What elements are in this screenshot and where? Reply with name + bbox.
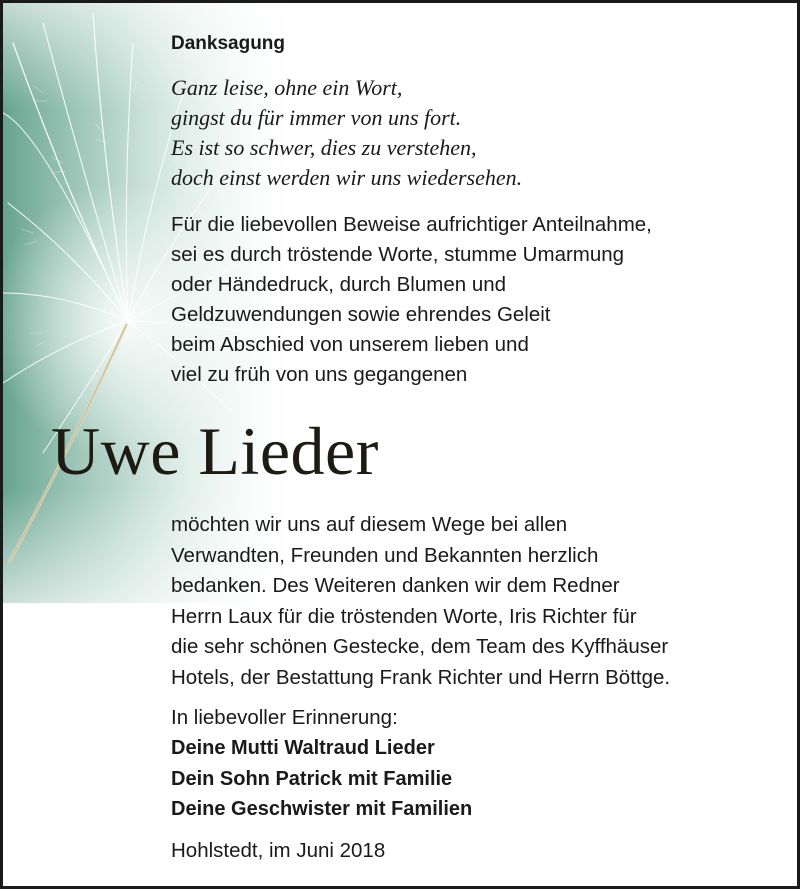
paragraph-line: bedanken. Des Weiteren danken wir dem Redner — [171, 574, 620, 597]
paragraph-line: Herrn Laux für die tröstenden Worte, Iris Richter für — [171, 604, 637, 628]
paragraph-line: möchten wir uns auf diesem Wege bei allen — [171, 513, 568, 536]
paragraph-line: beim Abschied von unserem lieben und — [171, 333, 529, 356]
paragraph-line: Geldzuwendungen sowie ehrendes Geleit — [171, 303, 551, 326]
deceased-name: Uwe Lieder — [51, 413, 379, 489]
signer: Deine Geschwister mit Familien — [171, 798, 473, 820]
place-date: Hohlstedt, im Juni 2018 — [171, 839, 386, 862]
signer: Deine Mutti Waltraud Lieder — [171, 737, 435, 759]
paragraph-line: sei es durch tröstende Worte, stumme Umarmung — [171, 243, 625, 266]
thanks-paragraph-2 — [171, 510, 670, 693]
signers — [171, 733, 472, 825]
poem-line: Ganz leise, ohne ein Wort, — [171, 75, 403, 100]
thanks-paragraph-1 — [171, 210, 652, 390]
paragraph-line: Für die liebevollen Beweise aufrichtiger Anteilnahme, — [171, 213, 652, 236]
paragraph-line: die sehr schönen Gestecke, dem Team des Kyffhäuser — [171, 635, 669, 658]
poem — [171, 73, 522, 193]
heading: Danksagung — [171, 33, 286, 54]
poem-line: Es ist so schwer, dies zu verstehen, — [171, 135, 477, 160]
signer: Dein Sohn Patrick mit Familie — [171, 767, 453, 790]
paragraph-line: viel zu früh von uns gegangenen — [171, 363, 468, 386]
paragraph-line: Verwandten, Freunden und Bekannten herzlich — [171, 543, 599, 567]
poem-line: doch einst werden wir uns wiedersehen. — [171, 165, 523, 190]
paragraph-line: oder Händedruck, durch Blumen und — [171, 273, 507, 296]
poem-line: gingst du für immer von uns fort. — [171, 105, 462, 130]
paragraph-line: Hotels, der Bestattung Frank Richter und Herrn Böttge. — [171, 665, 671, 689]
signoff: In liebevoller Erinnerung: — [171, 706, 398, 729]
